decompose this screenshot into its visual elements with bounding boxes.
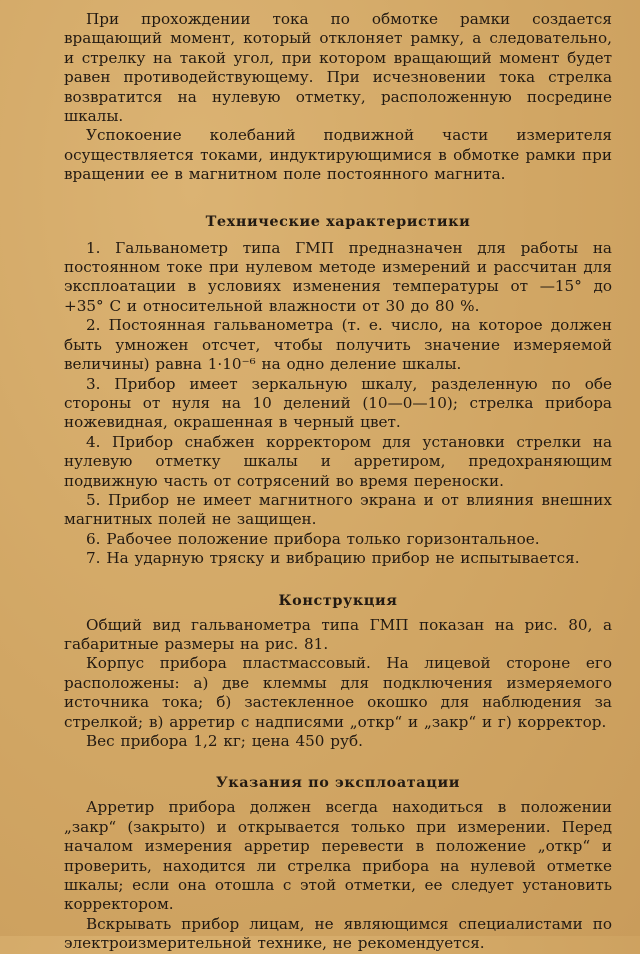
spec-item-5: 5. Прибор не имеет магнитного экрана и от влияния внешних магнитных полей не защищен. (64, 490, 612, 529)
spec-item-3: 3. Прибор имеет зеркальную шкалу, разделенную по обе стороны от нуля на 10 делений (10—0—10); стрелка прибора ножевидная, окрашенная в черный цвет. (64, 374, 612, 432)
construction-paragraph-2: Корпус прибора пластмассовый. На лицевой стороне его расположены: а) две клеммы для подключения измеряемого источника тока; б) застекленное окошко для наблюдения за стрелкой; в) арретир с надписями „откр“ и „закр“ и г) корректор. (64, 654, 612, 731)
spec-item-7: 7. На ударную тряску и вибрацию прибор не испытывается. (86, 549, 580, 568)
section-heading-tech-specs: Технические характеристики (205, 212, 471, 230)
construction-paragraph-1: Общий вид гальванометра типа ГМП показан на рис. 80, а габаритные размеры на рис. 81. (64, 615, 612, 653)
operation-paragraph-1: Арретир прибора должен всегда находиться в положении „закр“ (закрыто) и открывается только при измерении. Перед началом измерения арретир перевести в положение „откр“ и проверить, находится ли стрелка прибора на нулевой отметке шкалы; если она отошла с этой отметки, ее следует установить корректором. (64, 798, 612, 914)
intro-paragraph-1: При прохождении тока по обмотке рамки создается вращающий момент, который отклоняет рамку, а следовательно, и стрелку на такой угол, при котором вращающий момент будет равен противодействующему. При исчезновении тока стрелка возвратится на нулевую отметку, расположенную посредине шкалы. (64, 10, 612, 126)
operation-paragraph-2: Вскрывать прибор лицам, не являющимся специалистами по электроизмерительной технике, не рекомендуется. (64, 914, 612, 953)
section-heading-construction: Конструкция (278, 591, 398, 609)
section-heading-operation: Указания по эксплоатации (215, 774, 461, 792)
spec-item-4: 4. Прибор снабжен корректором для установки стрелки на нулевую отметку шкалы и арретиром, предохраняющим подвижную часть от сотрясений во время переноски. (64, 432, 612, 490)
spec-item-6: 6. Рабочее положение прибора только горизонтальное. (86, 529, 540, 548)
spec-item-1: 1. Гальванометр типа ГМП предназначен для работы на постоянном токе при нулевом методе измерений и рассчитан для эксплоатации в условиях изменения температуры от —15° до +35° С и относительной влажности от 30 до 80 %. (64, 238, 612, 315)
intro-paragraph-2: Успокоение колебаний подвижной части измерителя осуществляется токами, индуктирующимися в обмотке рамки при вращении ее в магнитном поле постоянного магнита. (64, 126, 612, 184)
spec-item-2: 2. Постоянная гальванометра (т. е. число, на которое должен быть умножен отсчет, чтобы получить значение измеряемой величины) равна 1·10⁻⁶ на одно деление шкалы. (64, 316, 612, 374)
construction-paragraph-3: Вес прибора 1,2 кг; цена 450 руб. (86, 732, 363, 750)
